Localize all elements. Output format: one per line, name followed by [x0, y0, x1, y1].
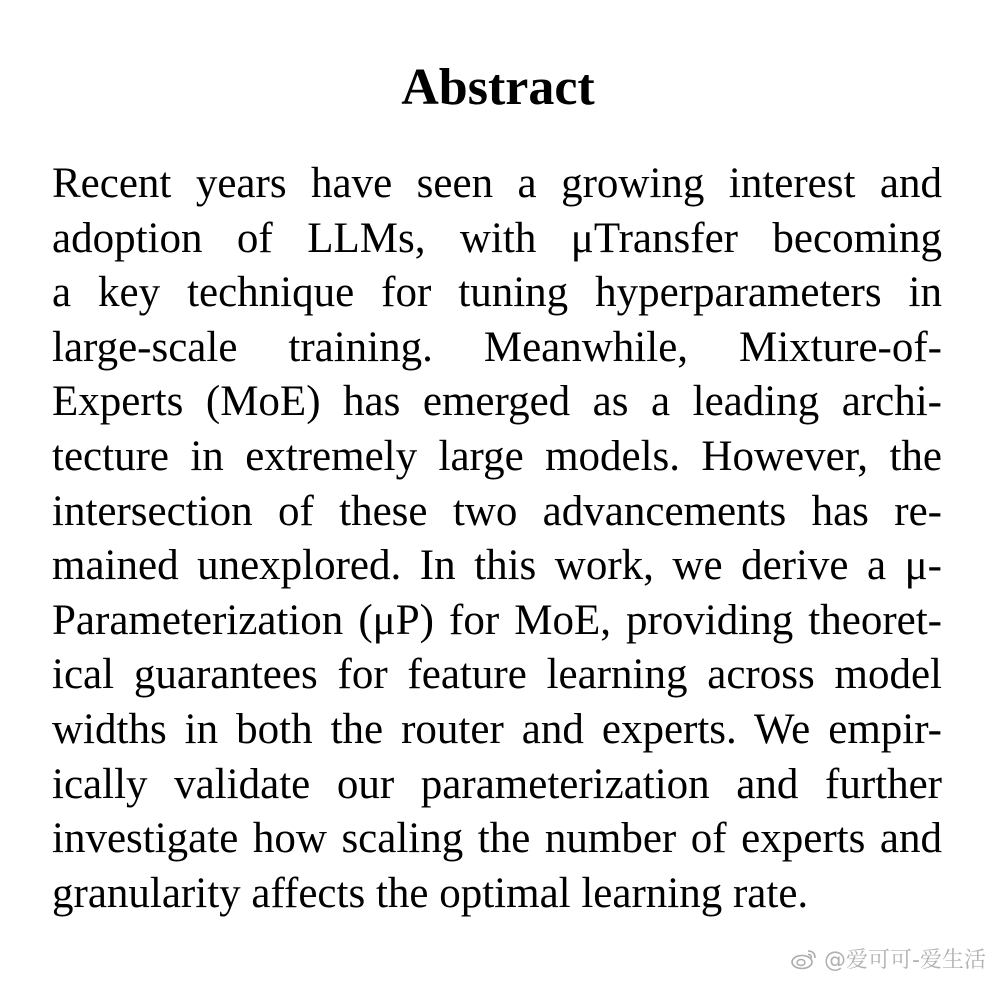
watermark: [790, 943, 986, 974]
abstract-line: large-scale training. Meanwhile, Mixture-of-: [52, 323, 942, 371]
abstract-body: [52, 157, 942, 921]
abstract-title: Abstract: [401, 59, 595, 116]
abstract-line: granularity affects the optimal learning rate.: [52, 869, 809, 917]
weibo-icon: [790, 948, 818, 970]
abstract-line: adoption of LLMs, with μTransfer becoming: [52, 214, 942, 262]
abstract-line: a key technique for tuning hyperparameters in: [52, 269, 942, 317]
abstract-line: ical guarantees for feature learning across model: [52, 651, 942, 699]
abstract-line: tecture in extremely large models. However, the: [52, 432, 942, 480]
abstract-line: Experts (MoE) has emerged as a leading archi-: [52, 378, 942, 426]
abstract-line: mained unexplored. In this work, we derive a μ-: [52, 542, 942, 590]
abstract-line: widths in both the router and experts. We empir-: [52, 705, 942, 753]
watermark-text: @爱可可-爱生活: [824, 948, 986, 973]
abstract-line: Recent years have seen a growing interest and: [52, 160, 942, 207]
abstract-line: investigate how scaling the number of experts and: [52, 815, 942, 863]
abstract-line: ically validate our parameterization and further: [52, 760, 942, 808]
abstract-line: Parameterization (μP) for MoE, providing theoret-: [52, 596, 942, 644]
abstract-line: intersection of these two advancements has re-: [52, 487, 942, 535]
